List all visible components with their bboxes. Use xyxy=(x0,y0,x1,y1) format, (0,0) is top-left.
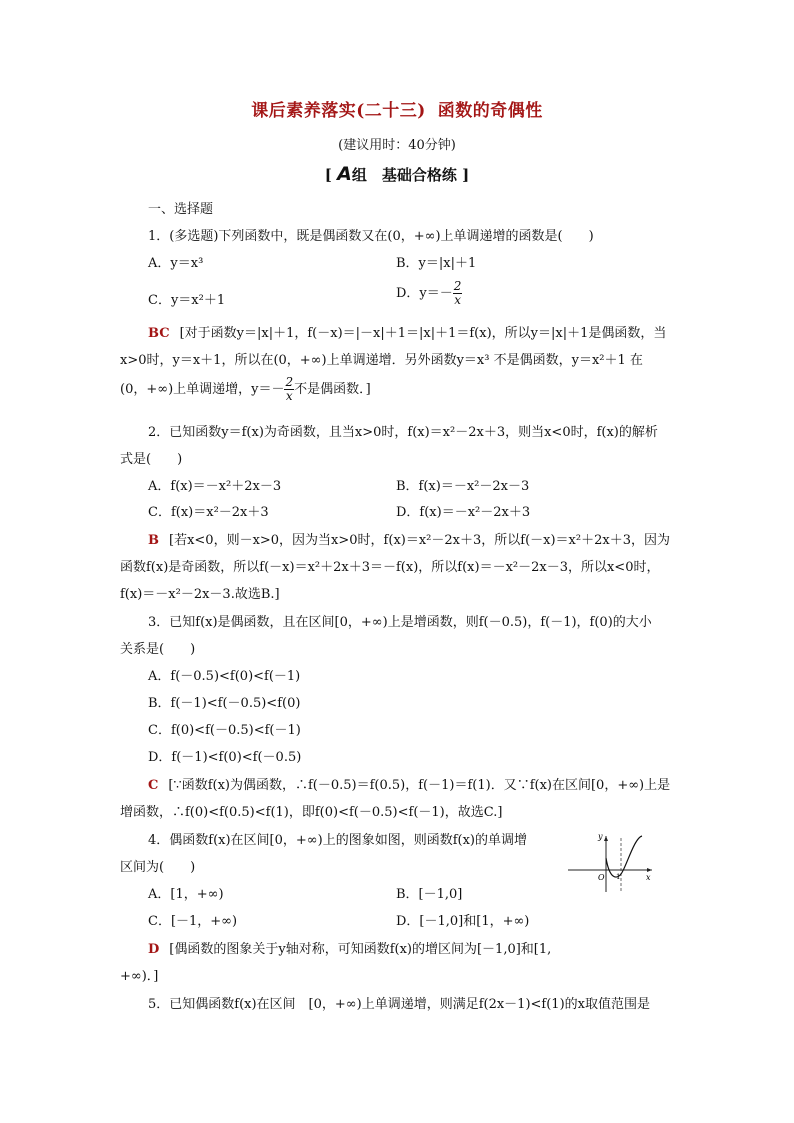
q3-explanation-2: 增函数，∴f(0)<f(0.5)<f(1)，即f(0)<f(－0.5)<f(－1)，故选C.] xyxy=(120,805,503,820)
q4-option-b: B．[－1,0] xyxy=(396,887,463,902)
group-letter: A xyxy=(337,163,352,185)
q3-option-d: D．f(－1)<f(0)<f(－0.5) xyxy=(148,750,302,765)
q4-explanation-1 xyxy=(148,938,551,957)
q2-explanation-2: 函数f(x)是奇函数，所以f(－x)＝x²＋2x＋3＝－f(x)，所以f(x)＝－x²－2x－3，所以x<0时， xyxy=(120,560,660,575)
q2-option-a: A．f(x)＝－x²＋2x－3 xyxy=(148,479,282,494)
q2-exp1: [若x<0，则－x>0，因为当x>0时，f(x)＝x²－2x＋3，所以f(－x)＝x²＋2x＋3，因为 xyxy=(169,533,670,548)
graph-x-label: x xyxy=(646,873,651,882)
frac-den: x xyxy=(454,293,461,307)
group-label: 组 基础合格练 xyxy=(351,166,457,184)
q1-d-fraction xyxy=(453,280,463,307)
bracket-close: ] xyxy=(462,166,470,184)
x-axis-arrow xyxy=(647,868,652,872)
q1-explanation-3 xyxy=(120,376,371,403)
q1-exp3-prefix: (0，+∞)上单调递增，y＝－ xyxy=(120,382,285,397)
suggested-time: (建议用时：40分钟) xyxy=(338,138,456,153)
graph-y-label: y xyxy=(598,832,603,841)
q3-explanation-1 xyxy=(148,774,670,793)
bracket-open: [ xyxy=(324,166,332,184)
q3-option-c: C．f(0)<f(－0.5)<f(－1) xyxy=(148,723,301,738)
page-title xyxy=(0,96,794,121)
q2-stem-1: 2．已知函数y＝f(x)为奇函数，且当x>0时，f(x)＝x²－2x＋3，则当x<0时，f(x)的解析 xyxy=(148,425,658,440)
q1-exp1: [对于函数y＝|x|＋1，f(－x)＝|－x|＋1＝|x|＋1＝f(x)，所以y＝|x|＋1是偶函数，当 xyxy=(179,326,667,341)
q1-option-d xyxy=(396,280,462,307)
function-curve xyxy=(606,836,642,877)
frac-num: 2 xyxy=(285,375,294,389)
q2-option-b: B．f(x)＝－x²－2x－3 xyxy=(396,479,530,494)
title-main: 课后素养落实(二十三) xyxy=(251,101,426,121)
q4-stem-1: 4．偶函数f(x)在区间[0，+∞)上的图象如图，则函数f(x)的单调增 xyxy=(148,833,527,848)
q1-exp3-suffix: 不是偶函数．] xyxy=(294,382,371,397)
q5-stem-1: 5．已知偶函数f(x)在区间 [0，+∞)上单调递增，则满足f(2x－1)<f(1)的x取值范围是 xyxy=(148,997,650,1012)
q1-option-c: C．y＝x²＋1 xyxy=(148,293,226,308)
q1-option-b: B．y＝|x|＋1 xyxy=(396,256,477,271)
group-heading xyxy=(0,163,794,185)
q1-option-a: A．y＝x³ xyxy=(148,256,204,271)
q2-option-c: C．f(x)＝x²－2x＋3 xyxy=(148,505,269,520)
q3-exp1: [∵函数f(x)为偶函数，∴f(－0.5)＝f(0.5)，f(－1)＝f(1)．又∵f(x)在区间[0，+∞)上是 xyxy=(168,778,671,793)
q4-option-a: A．[1，+∞) xyxy=(148,887,224,902)
q4-answer: D xyxy=(148,942,160,957)
q1-d-prefix: D．y＝－ xyxy=(396,286,453,301)
q3-stem-2: 关系是( ) xyxy=(120,642,196,657)
q2-stem-2: 式是( ) xyxy=(120,452,183,467)
q4-option-d: D．[－1,0]和[1，+∞) xyxy=(396,914,530,929)
q4-function-graph xyxy=(566,832,654,894)
frac-den: x xyxy=(285,389,293,403)
q2-answer: B xyxy=(148,533,159,548)
q4-exp1: [偶函数的图象关于y轴对称，可知函数f(x)的增区间为[－1,0]和[1, xyxy=(169,942,552,957)
q2-explanation-3: f(x)＝－x²－2x－3.故选B.] xyxy=(120,587,280,602)
q4-stem-2: 区间为( ) xyxy=(120,860,196,875)
frac-num: 2 xyxy=(453,279,462,293)
y-axis-arrow xyxy=(604,836,608,841)
q3-answer: C xyxy=(148,778,159,793)
q1-explanation-1 xyxy=(148,322,666,341)
q3-option-a: A．f(－0.5)<f(0)<f(－1) xyxy=(148,669,301,684)
graph-tick-1: 1 xyxy=(616,873,621,881)
q4-explanation-2: +∞)．] xyxy=(120,969,159,984)
q4-option-c: C．[－1，+∞) xyxy=(148,914,238,929)
q3-stem-1: 3．已知f(x)是偶函数，且在区间[0，+∞)上是增函数，则f(－0.5)，f(－1)，f(0)的大小 xyxy=(148,615,652,630)
title-topic: 函数的奇偶性 xyxy=(437,101,543,121)
q1-exp3-fraction xyxy=(284,376,294,403)
graph-origin-label: O xyxy=(598,873,605,882)
q3-option-b: B．f(－1)<f(－0.5)<f(0) xyxy=(148,696,301,711)
section-heading: 一、选择题 xyxy=(148,202,214,217)
q2-option-d: D．f(x)＝－x²－2x＋3 xyxy=(396,505,531,520)
q2-explanation-1 xyxy=(148,529,670,548)
q1-answer: BC xyxy=(148,326,170,341)
q1-stem: 1．(多选题)下列函数中，既是偶函数又在(0，+∞)上单调递增的函数是( ) xyxy=(148,229,594,244)
q1-explanation-2: x>0时，y＝x＋1，所以在(0，+∞)上单调递增．另外函数y＝x³ 不是偶函数，y＝x²＋1 在 xyxy=(120,353,643,368)
